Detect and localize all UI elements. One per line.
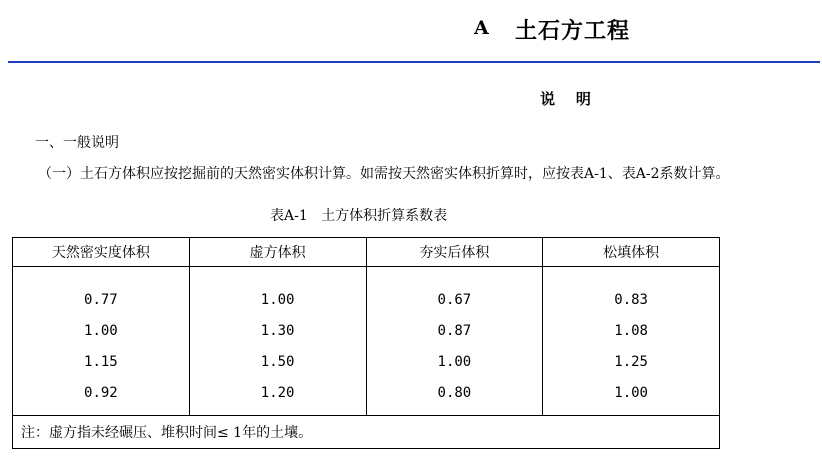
table-caption: 表A-1 土方体积折算系数表 xyxy=(270,208,448,224)
body-paragraph: （一）土石方体积应按挖掘前的天然密实体积计算。如需按天然密实体积折算时，应按表A-1、表A-2系数计算。 xyxy=(38,166,730,182)
table-cell: 0.67 xyxy=(437,292,472,308)
header-compacted-volume: 夯实后体积 xyxy=(366,238,543,267)
table-cell: 1.25 xyxy=(614,354,648,370)
chapter-letter: A xyxy=(474,17,489,39)
header-loose-fill-volume: 松填体积 xyxy=(543,238,720,267)
table-cell: 1.15 xyxy=(84,354,118,370)
table-cell: 1.08 xyxy=(614,323,648,339)
table-cell: 1.00 xyxy=(84,323,118,339)
header-loose-volume: 虚方体积 xyxy=(189,238,366,267)
table-cell: 0.83 xyxy=(614,292,648,308)
table-cell: 0.87 xyxy=(437,323,472,339)
table-cell: 1.50 xyxy=(260,354,295,370)
title-divider xyxy=(8,61,820,63)
column-loose-fill-volume xyxy=(543,267,720,416)
table-cell: 0.80 xyxy=(437,385,472,401)
table-cell: 1.00 xyxy=(437,354,472,370)
column-loose-volume xyxy=(189,267,366,416)
table-note: 注：虚方指未经碾压、堆积时间≤ 1年的土壤。 xyxy=(13,416,720,449)
table-cell: 1.20 xyxy=(260,385,295,401)
table-cell: 0.92 xyxy=(84,385,118,401)
table-cell: 1.30 xyxy=(260,323,295,339)
chapter-title xyxy=(0,14,822,46)
table-cell: 1.00 xyxy=(614,385,648,401)
column-natural-dense-volume xyxy=(13,267,190,416)
subsection-heading: 一、一般说明 xyxy=(35,135,119,151)
table-data-row xyxy=(13,267,720,416)
chapter-name: 土石方工程 xyxy=(515,18,631,44)
table-cell: 0.77 xyxy=(84,292,118,308)
table-note-row xyxy=(13,416,720,449)
header-natural-dense-volume: 天然密实度体积 xyxy=(13,238,190,267)
section-heading: 说 明 xyxy=(540,90,591,108)
conversion-coefficient-table xyxy=(12,237,720,449)
table-header-row xyxy=(13,238,720,267)
column-compacted-volume xyxy=(366,267,543,416)
table-cell: 1.00 xyxy=(260,292,295,308)
